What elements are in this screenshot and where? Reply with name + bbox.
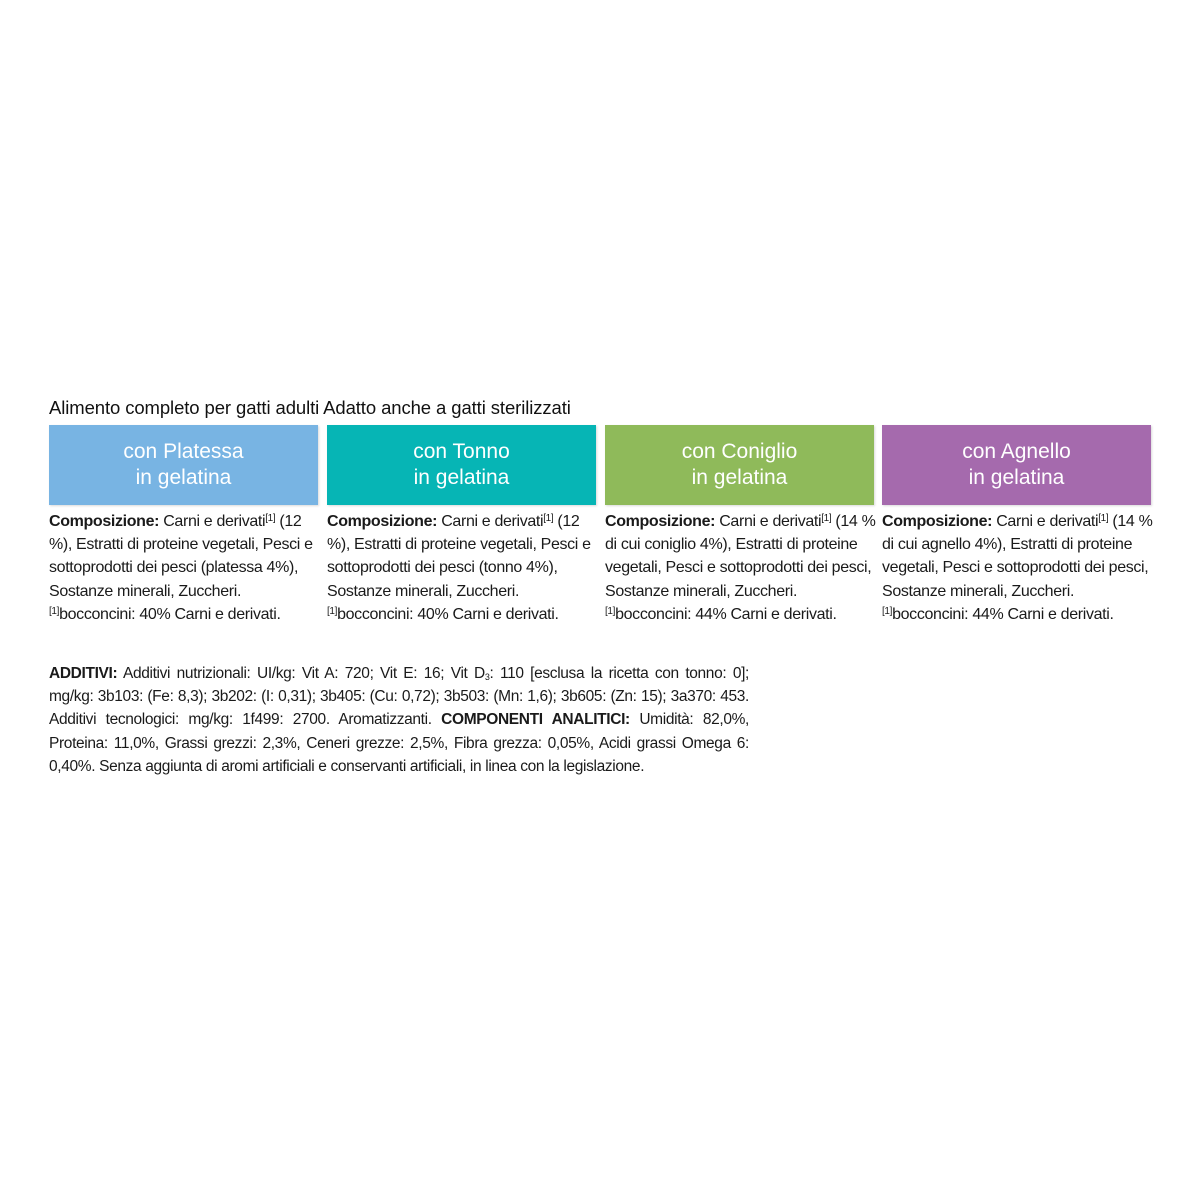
banner-line2: in gelatina — [413, 466, 510, 489]
composition-text: bocconcini: 40% Carni e derivati. — [337, 605, 559, 623]
banner-line1: con Agnello — [962, 440, 1071, 463]
composition-text: (14 % di cui coniglio 4%), Estratti di proteine vegetali, Pesci e sottoprodotti dei pesci, Sostanze minerali, Zuccheri. — [605, 513, 876, 600]
composition-platessa — [49, 510, 321, 626]
banner-line2: in gelatina — [135, 466, 232, 489]
banner-line1: con Platessa — [123, 440, 244, 463]
composition-coniglio — [605, 510, 877, 626]
composition-label: Composizione: — [49, 513, 160, 530]
footnote-marker: [1] — [605, 605, 616, 617]
analytical-components-text: Umidità: 82,0%, Proteina: 11,0%, Grassi grezzi: 2,3%, Ceneri grezze: 2,5%, Fibra grezza: 0,05%, Acidi grassi Omega 6: 0,40%. Senza aggiunta di aromi artificiali e conservanti artificiali, in linea con la legislazione. — [49, 711, 749, 775]
vitamin-d-subscript: 3 — [484, 672, 490, 682]
composition-label: Composizione: — [882, 513, 993, 530]
composition-text: Carni e derivati — [992, 513, 1099, 530]
banner-line2: in gelatina — [968, 466, 1065, 489]
composition-label: Composizione: — [327, 513, 438, 530]
composition-text: bocconcini: 40% Carni e derivati. — [59, 605, 281, 623]
composition-text: Carni e derivati — [159, 513, 266, 530]
analytical-components-label: COMPONENTI ANALITICI: — [441, 711, 630, 729]
footnote-marker: [1] — [327, 605, 338, 617]
composition-text: (12 %), Estratti di proteine vegetali, Pesci e sottoprodotti dei pesci (platessa 4%), Sostanze minerali, Zuccheri. — [49, 513, 313, 600]
additives-label: ADDITIVI: — [49, 665, 118, 682]
footnote-marker: [1] — [265, 513, 276, 524]
composition-text: (12 %), Estratti di proteine vegetali, Pesci e sottoprodotti dei pesci (tonno 4%), Sostanze minerali, Zuccheri. — [327, 513, 591, 600]
footnote-marker: [1] — [49, 605, 60, 617]
banner-platessa — [49, 425, 318, 505]
footnote-marker: [1] — [882, 605, 893, 617]
banner-line2: in gelatina — [691, 466, 788, 489]
banner-coniglio — [605, 425, 874, 505]
additives-paragraph — [49, 662, 749, 778]
additives-text: Additivi nutrizionali: UI/kg: Vit A: 720; Vit E: 16; Vit D — [117, 665, 485, 682]
footnote-marker: [1] — [543, 513, 554, 524]
composition-text: (14 % di cui agnello 4%), Estratti di proteine vegetali, Pesci e sottoprodotti dei pesci, Sostanze minerali, Zuccheri. — [882, 513, 1153, 600]
banner-line1: con Coniglio — [681, 440, 798, 463]
composition-tonno — [327, 510, 599, 626]
composition-label: Composizione: — [605, 513, 716, 530]
composition-text: Carni e derivati — [437, 513, 544, 530]
additives-text: : 110 [esclusa la ricetta con tonno: 0]; mg/kg: 3b103: (Fe: 8,3); 3b202: (I: 0,31); 3b405: (Cu: 0,72); 3b503: (Mn: 1,6); 3b605: (Zn: 15); 3a370: 453. Additivi tecnologici: mg/kg: 1f499: 2700. Aromatizzanti. — [49, 665, 749, 729]
footnote-marker: [1] — [821, 513, 832, 524]
composition-text: Carni e derivati — [715, 513, 822, 530]
page-headline: Alimento completo per gatti adulti Adatto anche a gatti sterilizzati — [49, 397, 571, 418]
banner-line1: con Tonno — [413, 440, 510, 463]
composition-text: bocconcini: 44% Carni e derivati. — [892, 605, 1114, 623]
composition-text: bocconcini: 44% Carni e derivati. — [615, 605, 837, 623]
banner-agnello — [882, 425, 1151, 505]
banner-tonno — [327, 425, 596, 505]
composition-agnello — [882, 510, 1154, 626]
footnote-marker: [1] — [1098, 513, 1109, 524]
